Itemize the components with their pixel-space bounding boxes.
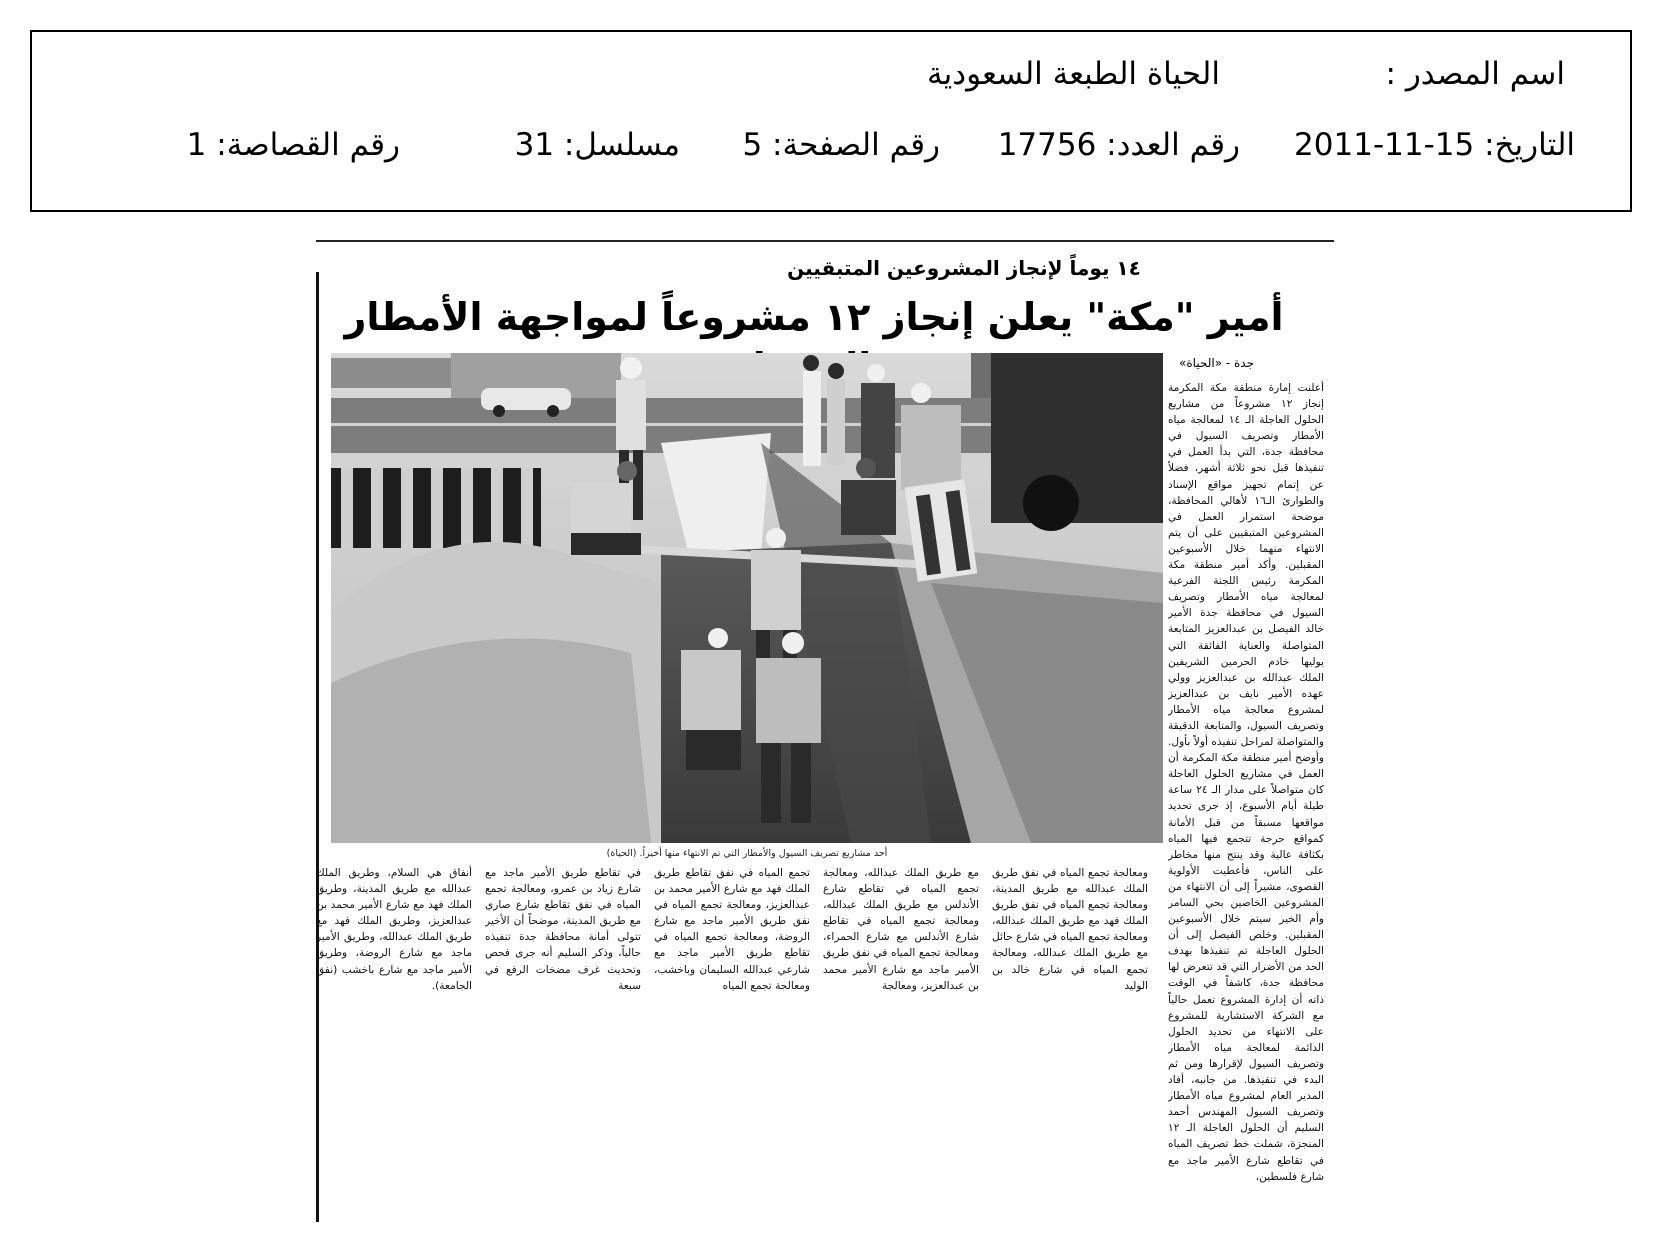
article-byline: جدة - «الحياة» (1179, 356, 1254, 370)
article-bottom-column-4: في تقاطع طريق الأمير ماجد مع شارع زياد بن عمرو، ومعالجة تجمع المياه في نفق تقاطع شارع صاري مع طريق المدينة، موضحاً أن الأخير تتولى أمانة محافظة جدة تنفيذه حالياً، وذكر السليم أنه جرى فحص وتحديث غرف مضخات الرفع في سبعة (485, 867, 641, 992)
article-bottom-column-1: ومعالجة تجمع المياه في نفق طريق الملك عبدالله مع طريق المدينة، ومعالجة تجمع المياه في نفق طريق الملك فهد مع طريق الملك عبدالله، ومعالجة تجمع المياه في شارع حائل مع طريق الملك عبدالله، ومعالجة تجمع المياه في شارع خالد بن الوليد (992, 867, 1148, 992)
photo-caption: أحد مشاريع تصريف السيول والأمطار التي تم الانتهاء منها أخيراً. (الحياة) (606, 848, 888, 859)
article-photo (331, 353, 1163, 843)
article-bottom-column-5: أنفاق هي السلام، وطريق الملك عبدالله مع طريق المدينة، وطريق الملك فهد مع شارع الأمير محمد بن عبدالعزيز، وطريق الملك فهد مع طريق الملك عبدالله، وطريق الأمير ماجد مع شارع الروضة، وطريق الأمير ماجد مع شارع باخشب (نفق الجامعة). (316, 867, 472, 992)
side-rule (316, 272, 319, 1222)
issue-number-field: رقم العدد: 17756 (997, 127, 1240, 163)
metadata-box (30, 30, 1632, 212)
top-rule (316, 240, 1334, 242)
article-kicker: ١٤ يوماً لإنجاز المشروعين المتبقيين (787, 256, 1141, 280)
date-field: التاريخ: 15-11-2011 (1294, 127, 1575, 163)
clip-number-field: رقم القصاصة: 1 (186, 127, 400, 163)
source-value: الحياة الطبعة السعودية (927, 56, 1220, 92)
page-number-field: رقم الصفحة: 5 (742, 127, 940, 163)
article-main-column: أعلنت إمارة منطقة مكة المكرمة إنجاز ١٢ مشروعاً من مشاريع الحلول العاجلة الـ ١٤ لمعالجة مياه الأمطار وتصريف السيول في محافظة جدة، التي بدأ العمل في تنفيذها قبل نحو ثلاثة أشهر، فضلاً عن إتمام تجهيز مواقع الإسناد والطوارئ الـ١٦ لأهالي المحافظة، موضحة استمرار العمل في المشروعين المتبقيين على أن يتم الانتهاء منهما خلال الأسبوعين المقبلين. وأكد أمير منطقة مكة المكرمة رئيس اللجنة الفرعية لمعالجة مياه الأمطار وتصريف السيول في محافظة جدة الأمير خالد الفيصل بن عبدالعزيز المتابعة المتواصلة والعناية الفائقة التي يوليها خادم الحرمين الشريفين الملك عبدالله بن عبدالعزيز وولي عهده الأمير نايف بن عبدالعزيز لمشروع معالجة مياه الأمطار وتصريف السيول، والمتابعة الدقيقة والمتواصلة لمراحل تنفيذه أولاً بأول. وأوضح أمير منطقة مكة المكرمة أن العمل في مشاريع الحلول العاجلة كان متواصلاً على مدار الـ ٢٤ ساعة طيلة أيام الأسبوع، إذ جرى تحديد مواقعها مسبقاً من قبل الأمانة كمواقع حرجة تتجمع فيها المياه بكثافة عالية وقد ينتج منها مخاطر على الناس، فأعطيت الأولوية القصوى، مشيراً إلى أن الانتهاء من المشروعين الخاصين بحي السامر وأم الخير سيتم خلال الأسبوعين المقبلين. وخلص الفيصل إلى أن الحلول العاجلة تم تنفيذها بهدف الحد من الأضرار التي قد تتعرض لها محافظة جدة، كاشفاً في الوقت ذاته أن إدارة المشروع تعمل حالياً مع الشركة الاستشارية للمشروع على الانتهاء من تحديد الحلول الدائمة لمعالجة مياه الأمطار وتصريف السيول لإقرارها ومن ثم البدء في تنفيذها. من جانبه، أفاد المدير العام لمشروع مياه الأمطار وتصريف السيول المهندس أحمد السليم أن الحلول العاجلة الـ ١٢ المنجزة، شملت خط تصريف المياه في تقاطع شارع الأمير ماجد مع شارع فلسطين، (1168, 382, 1324, 1183)
article-bottom-column-3: تجمع المياه في نفق تقاطع طريق الملك فهد مع شارع الأمير محمد بن عبدالعزيز، ومعالجة تجمع المياه في نفق طريق الأمير ماجد مع شارع الروضة، ومعالجة تجمع المياه في تقاطع طريق الأمير ماجد مع شارعي عبدالله السليمان وباخشب، ومعالجة تجمع المياه (654, 867, 810, 992)
serial-number-field: مسلسل: 31 (514, 127, 680, 163)
article-bottom-column-2: مع طريق الملك عبدالله، ومعالجة تجمع المياه في تقاطع شارع الأندلس مع طريق الملك عبدالله، ومعالجة تجمع المياه في تقاطع شارع الأندلس مع شارع الحمراء، ومعالجة تجمع المياه في نفق طريق الأمير ماجد مع شارع الأمير محمد بن عبدالعزيز، ومعالجة (823, 867, 979, 992)
article-headline: أمير "مكة" يعلن إنجاز ١٢ مشروعاً لمواجهة الأمطار (344, 295, 1284, 339)
construction-photo-illustration (331, 353, 1163, 843)
source-label: اسم المصدر : (1385, 56, 1565, 92)
newspaper-clipping (316, 240, 1334, 1225)
